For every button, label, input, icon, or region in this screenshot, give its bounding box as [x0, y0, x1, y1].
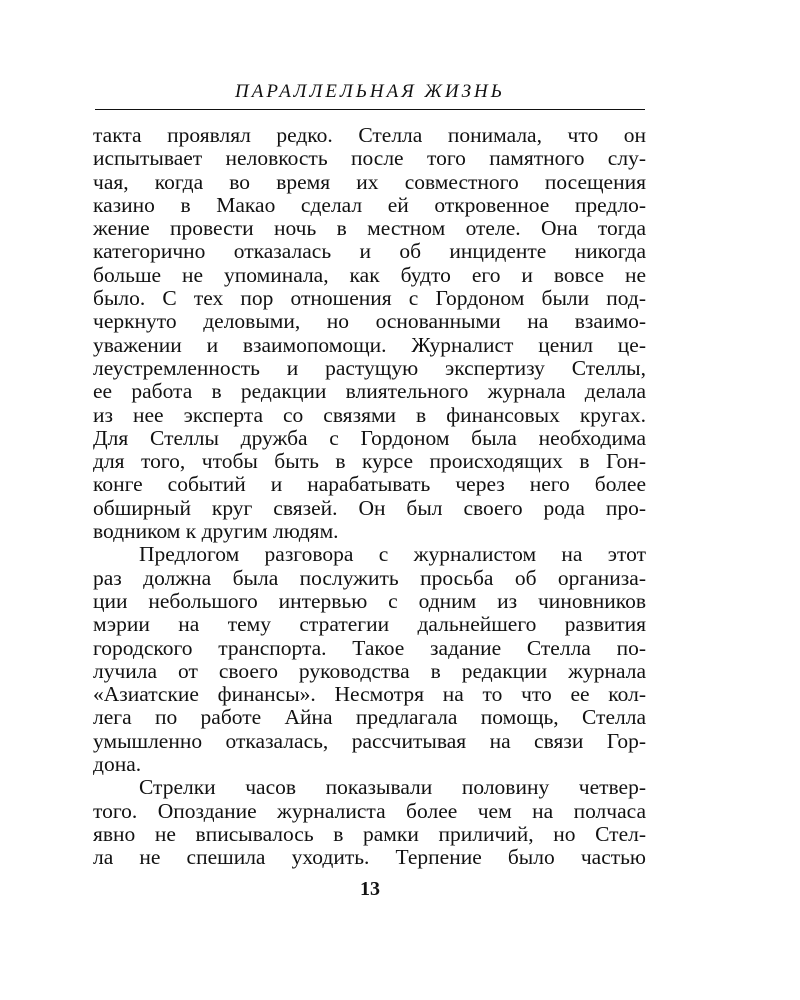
text-line: леустремленность и растущую экспертизу Стеллы,	[93, 355, 646, 380]
text-line: было. С тех пор отношения с Гордоном были под-	[93, 286, 646, 311]
text-line: черкнуто деловыми, но основанными на взаимо-	[93, 309, 646, 334]
text-line: Для Стеллы дружба с Гордоном была необходима	[93, 425, 646, 450]
text-line: обширный круг связей. Он был своего рода про-	[93, 495, 646, 520]
text-line: городского транспорта. Такое задание Стелла по-	[93, 635, 646, 660]
text-line: того. Опоздание журналиста более чем на полчаса	[93, 798, 646, 823]
header-rule	[95, 109, 645, 110]
text-line: мэрии на тему стратегии дальнейшего развития	[93, 612, 646, 637]
text-line: казино в Макао сделал ей откровенное предло-	[93, 192, 646, 217]
text-line: такта проявлял редко. Стелла понимала, что он	[93, 123, 646, 147]
text-line: жение провести ночь в местном отеле. Она тогда	[93, 216, 646, 241]
text-line: для того, чтобы быть в курсе происходящих в Гон-	[93, 449, 646, 474]
text-line: испытывает неловкость после того памятного слу-	[93, 146, 646, 171]
text-line-paragraph-end: водником к другим людям.	[93, 519, 339, 544]
text-line-paragraph-end: дона.	[93, 752, 142, 777]
text-line: лучила от своего руководства в редакции журнала	[93, 658, 646, 683]
text-line: категорично отказалась и об инциденте никогда	[93, 239, 646, 264]
text-line: умышленно отказалась, рассчитывая на связи Гор-	[93, 728, 646, 753]
text-line: ции небольшого интервью с одним из чиновников	[93, 588, 646, 613]
text-line: из нее эксперта со связями в финансовых кругах.	[93, 402, 646, 427]
text-line: чая, когда во время их совместного посещения	[93, 169, 646, 194]
body-text	[93, 124, 646, 870]
text-line-paragraph-start: Предлогом разговора с журналистом на этот	[139, 542, 646, 567]
text-line: «Азиатские финансы». Несмотря на то что ее кол-	[93, 682, 646, 707]
text-line: конге событий и нарабатывать через него более	[93, 472, 646, 497]
running-head-title: ПАРАЛЛЕЛЬНАЯ ЖИЗНЬ	[235, 81, 505, 102]
text-line: уважении и взаимопомощи. Журналист ценил це-	[93, 332, 646, 357]
page-number: 13	[360, 878, 380, 900]
text-line: больше не упоминала, как будто его и вовсе не	[93, 262, 646, 287]
text-line: ее работа в редакции влиятельного журнала делала	[93, 379, 646, 404]
text-line: явно не вписывалось в рамки приличий, но Стел-	[93, 821, 646, 846]
text-line: лега по работе Айна предлагала помощь, Стелла	[93, 705, 646, 730]
text-line: раз должна была послужить просьба об организа-	[93, 565, 646, 590]
text-line: ла не спешила уходить. Терпение было частью	[93, 845, 646, 870]
text-line-paragraph-start: Стрелки часов показывали половину четвер-	[139, 775, 646, 800]
